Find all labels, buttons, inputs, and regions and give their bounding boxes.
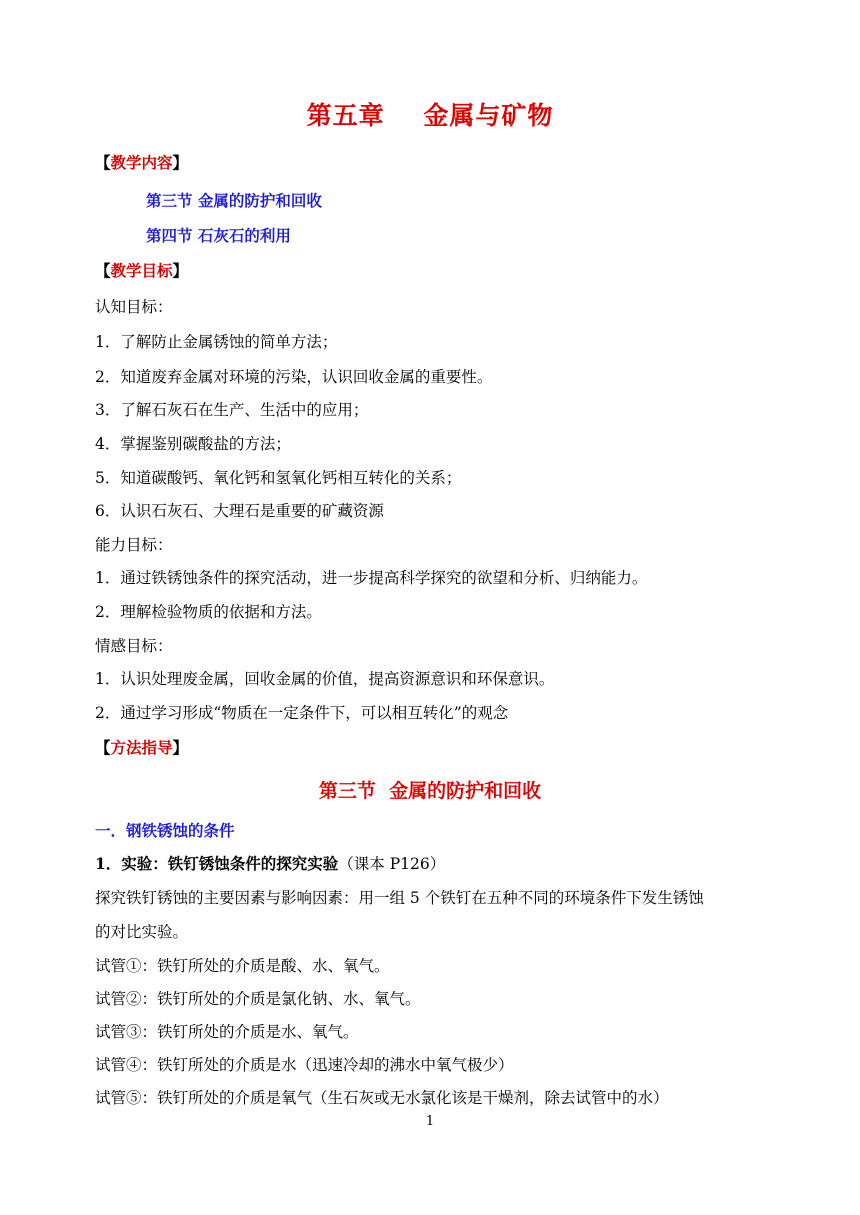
paragraph-line: 的对比实验。: [95, 923, 189, 941]
emotion-label: 情感目标：: [95, 637, 173, 655]
bracket-open: 【: [95, 738, 111, 757]
cognitive-item: 4．掌握鉴别碳酸盐的方法；: [95, 435, 291, 453]
experiment-title: 1．实验：铁钉锈蚀条件的探究实验: [95, 854, 339, 873]
heading-method-guide: [95, 738, 188, 758]
content-item-1: 第三节 金属的防护和回收: [146, 191, 322, 210]
bracket-open: 【: [95, 153, 111, 172]
content-item-2: 第四节 石灰石的利用: [146, 226, 291, 245]
cognitive-item: 1．了解防止金属锈蚀的简单方法；: [95, 333, 338, 351]
cognitive-label: 认知目标：: [95, 298, 173, 316]
heading-text: 教学内容: [110, 153, 173, 172]
paragraph-line: 探究铁钉锈蚀的主要因素与影响因素：用一组 5 个铁钉在五种不同的环境条件下发生锈蚀: [95, 889, 704, 907]
emotion-item: 1．认识处理废金属，回收金属的价值，提高资源意识和环保意识。: [95, 670, 555, 688]
tube-line: 试管②：铁钉所处的介质是氯化钠、水、氧气。: [95, 990, 421, 1008]
bracket-close: 】: [172, 153, 189, 172]
section-title: 第三节 金属的防护和回收: [318, 780, 542, 802]
bracket-close: 】: [172, 738, 189, 757]
tube-line: 试管③：铁钉所处的介质是水、氧气。: [95, 1023, 359, 1041]
heading-teaching-goals: [95, 261, 188, 281]
heading-teaching-content: [95, 153, 188, 173]
page-number: 1: [425, 1114, 435, 1129]
tube-line: 试管⑤：铁钉所处的介质是氧气（生石灰或无水氯化该是干燥剂，除去试管中的水）: [95, 1089, 669, 1107]
ability-label: 能力目标：: [95, 536, 173, 554]
experiment-line: [95, 854, 445, 874]
tube-line: 试管④：铁钉所处的介质是水（迅速冷却的沸水中氧气极少）: [95, 1056, 514, 1074]
cognitive-item: 5．知道碳酸钙、氧化钙和氢氧化钙相互转化的关系；: [95, 469, 462, 487]
ability-item: 1．通过铁锈蚀条件的探究活动，进一步提高科学探究的欲望和分析、归纳能力。: [95, 569, 648, 587]
emotion-item: 2．通过学习形成“物质在一定条件下，可以相互转化”的观念: [95, 704, 509, 722]
tube-line: 试管①：铁钉所处的介质是酸、水、氧气。: [95, 957, 390, 975]
ability-item: 2．理解检验物质的依据和方法。: [95, 603, 322, 621]
cognitive-item: 2．知道废弃金属对环境的污染，认识回收金属的重要性。: [95, 368, 493, 386]
bracket-open: 【: [95, 261, 111, 280]
heading-text: 方法指导: [110, 738, 173, 757]
bracket-close: 】: [172, 261, 189, 280]
cognitive-item: 6．认识石灰石、大理石是重要的矿藏资源: [95, 502, 384, 520]
experiment-ref: （课本 P126）: [338, 855, 446, 873]
cognitive-item: 3．了解石灰石在生产、生活中的应用；: [95, 401, 369, 419]
heading-text: 教学目标: [110, 261, 173, 280]
subsection-heading: 一．钢铁锈蚀的条件: [95, 821, 235, 840]
chapter-title: 第五章 金属与矿物: [306, 101, 554, 130]
